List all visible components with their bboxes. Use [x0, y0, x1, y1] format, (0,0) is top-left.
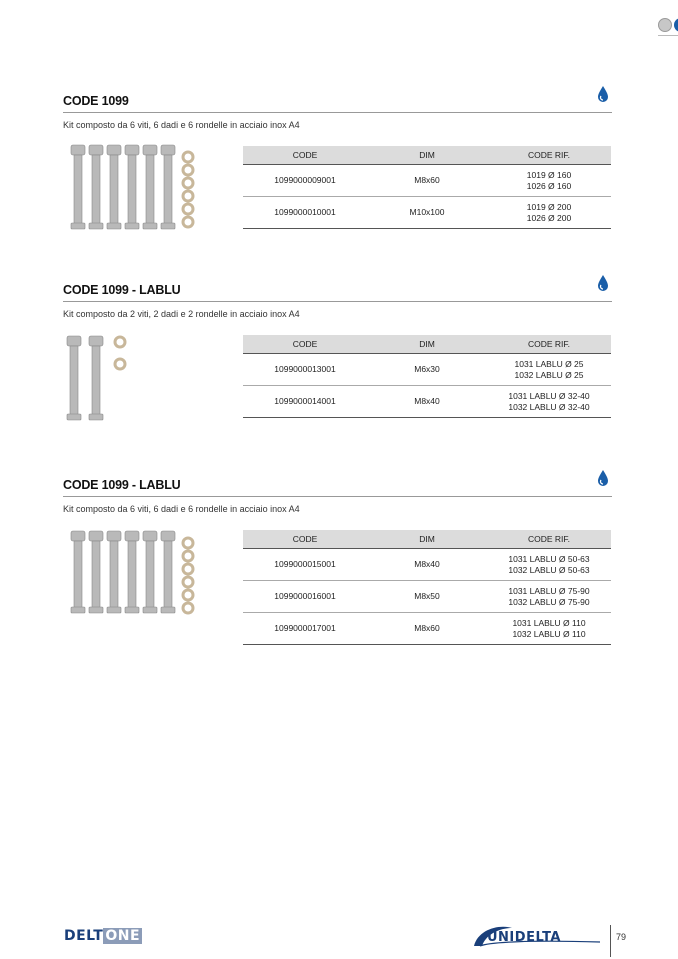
cell-code: 1099000010001 [243, 197, 367, 229]
ref-line: 1026 Ø 160 [526, 180, 572, 191]
section-description: Kit composto da 6 viti, 6 dadi e 6 rondelle in acciaio inox A4 [63, 504, 300, 514]
cell-code: 1099000016001 [243, 581, 367, 613]
footer-divider [610, 925, 611, 957]
screw-kit-image [65, 529, 200, 619]
ref-line: 1031 LABLU Ø 25 [514, 358, 584, 369]
water-drop-icon [596, 85, 610, 103]
ref-line: 1019 Ø 200 [526, 201, 572, 212]
corner-rule [658, 35, 678, 36]
ref-line: 1031 LABLU Ø 75-90 [508, 585, 590, 596]
logo-part-1: DELT [64, 928, 104, 944]
ref-line: 1031 LABLU Ø 50-63 [508, 553, 590, 564]
section-title: CODE 1099 [63, 94, 129, 108]
table-header-row [243, 530, 611, 549]
grey-dot-icon [658, 18, 672, 32]
ref-line: 1026 Ø 200 [526, 212, 572, 223]
cell-code: 1099000015001 [243, 549, 367, 581]
cell-dim: M8x60 [367, 613, 487, 645]
table-row [243, 613, 611, 645]
ref-line: 1019 Ø 160 [526, 169, 572, 180]
cell-code: 1099000017001 [243, 613, 367, 645]
ref-line: 1032 LABLU Ø 110 [512, 628, 586, 639]
table-row [243, 581, 611, 613]
cell-dim: M8x40 [367, 549, 487, 581]
table-row [243, 386, 611, 418]
header-code: CODE [243, 335, 367, 354]
header-dim: DIM [367, 146, 487, 165]
table-row [243, 197, 611, 229]
spec-table [243, 335, 611, 418]
cell-dim: M8x40 [367, 386, 487, 418]
ref-line: 1032 LABLU Ø 25 [514, 369, 584, 380]
header-code-rif: CODE RIF. [487, 530, 611, 549]
water-drop-icon [596, 274, 610, 292]
header-dim: DIM [367, 335, 487, 354]
header-code: CODE [243, 530, 367, 549]
section-rule [63, 112, 612, 113]
cell-dim: M6x30 [367, 354, 487, 386]
ref-line: 1032 LABLU Ø 32-40 [508, 401, 590, 412]
ref-line: 1031 LABLU Ø 32-40 [508, 390, 590, 401]
header-code-rif: CODE RIF. [487, 335, 611, 354]
table-row [243, 165, 611, 197]
cell-ref [487, 354, 611, 386]
cell-code: 1099000014001 [243, 386, 367, 418]
header-code: CODE [243, 146, 367, 165]
cell-code: 1099000009001 [243, 165, 367, 197]
section-rule [63, 301, 612, 302]
table-header-row [243, 335, 611, 354]
blue-dot-icon [674, 18, 678, 32]
spec-table [243, 146, 611, 229]
cell-ref [487, 581, 611, 613]
ref-line: 1031 LABLU Ø 110 [512, 617, 586, 628]
table-row [243, 354, 611, 386]
section-description: Kit composto da 6 viti, 6 dadi e 6 rondelle in acciaio inox A4 [63, 120, 300, 130]
cell-ref [487, 165, 611, 197]
section-code-1099-lablu-2 [63, 282, 612, 412]
cell-ref [487, 386, 611, 418]
unidelta-brand: UNIDELTA [487, 930, 561, 945]
spec-table [243, 530, 611, 645]
cell-code: 1099000013001 [243, 354, 367, 386]
screw-kit-image [65, 334, 135, 424]
section-code-1099-lablu-6 [63, 477, 612, 639]
header-code-rif: CODE RIF. [487, 146, 611, 165]
section-title: CODE 1099 - LABLU [63, 283, 181, 297]
section-description: Kit composto da 2 viti, 2 dadi e 2 rondelle in acciaio inox A4 [63, 309, 300, 319]
cell-ref [487, 613, 611, 645]
ref-line: 1032 LABLU Ø 75-90 [508, 596, 590, 607]
ref-line: 1032 LABLU Ø 50-63 [508, 564, 590, 575]
logo-part-2: ONE [105, 928, 141, 944]
page-number: 79 [616, 932, 627, 942]
water-drop-icon [596, 469, 610, 487]
cell-dim: M10x100 [367, 197, 487, 229]
screw-kit-image [65, 143, 200, 233]
cell-dim: M8x60 [367, 165, 487, 197]
table-header-row [243, 146, 611, 165]
section-rule [63, 496, 612, 497]
cell-dim: M8x50 [367, 581, 487, 613]
section-code-1099 [63, 93, 612, 223]
cell-ref [487, 549, 611, 581]
table-row [243, 549, 611, 581]
cell-ref [487, 197, 611, 229]
header-dim: DIM [367, 530, 487, 549]
deltone-logo [64, 928, 142, 944]
section-title: CODE 1099 - LABLU [63, 478, 181, 492]
